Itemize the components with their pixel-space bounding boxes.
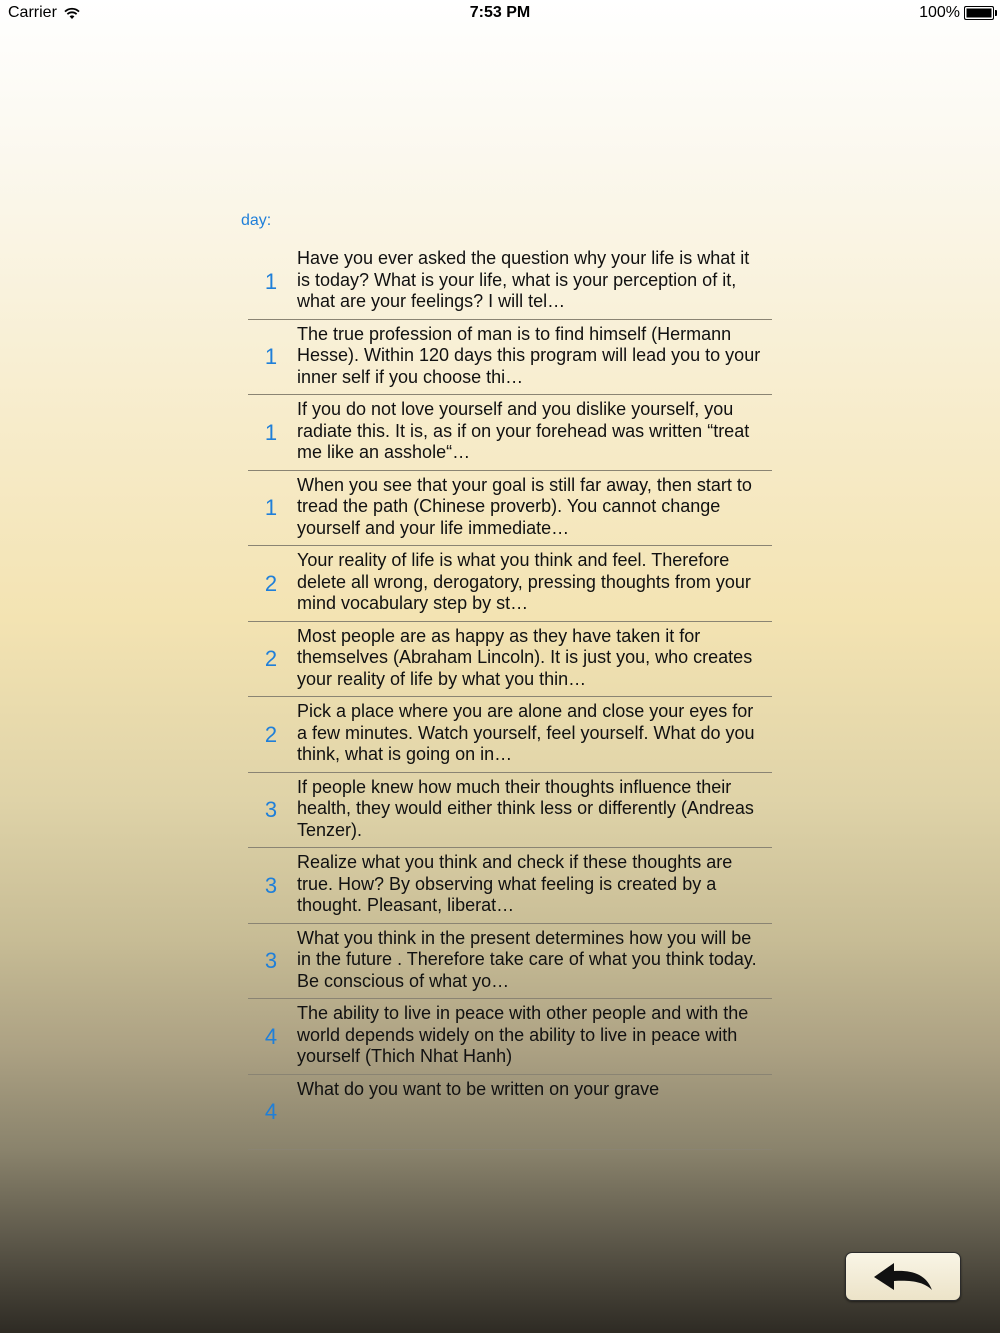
list-item[interactable] [248,773,772,849]
day-number: 2 [264,721,278,747]
carrier-label: Carrier [8,4,57,21]
list-item[interactable] [248,471,772,547]
list-item[interactable] [248,1075,772,1151]
day-number: 4 [264,1099,278,1125]
day-column-header: day: [241,212,272,229]
list-item[interactable] [248,320,772,396]
entry-text: Have you ever asked the question why your life is what it is today? What is your life, what is your perception of it, what are your feelings? I will tel… [297,248,750,311]
status-time: 7:53 PM [469,4,531,21]
day-number: 3 [264,797,278,823]
entry-text: Most people are as happy as they have taken it for themselves (Abraham Lincoln). It is just you, who creates your reality of life by what you thin… [297,625,753,689]
day-number: 1 [264,419,278,445]
back-arrow-icon [872,1260,934,1294]
entry-text: Your reality of life is what you think and feel. Therefore delete all wrong, derogatory, pressing thoughts from your mind vocabulary step by st… [297,550,751,613]
entry-text: What do you want to be written on your grave [297,1078,660,1099]
status-bar [0,0,1000,28]
day-number: 2 [264,570,278,596]
entries-list[interactable] [248,244,772,1125]
list-item[interactable] [248,622,772,698]
battery-icon [964,6,994,20]
list-item[interactable] [248,697,772,773]
entry-text: Realize what you think and check if these thoughts are true. How? By observing what feeling is created by a thought. Pleasant, liberat… [297,852,733,915]
day-number: 1 [264,344,278,370]
list-item[interactable] [248,999,772,1075]
list-item[interactable] [248,395,772,471]
entry-text: If you do not love yourself and you dislike yourself, you radiate this. It is, as if on your forehead was written “treat me like an asshole“… [297,399,750,462]
entry-text: The true profession of man is to find himself (Hermann Hesse). Within 120 days this program will lead you to your inner self if you choose thi… [297,323,761,387]
list-item[interactable] [248,546,772,622]
entry-text: What you think in the present determines how you will be in the future . Therefore take care of what you think today. Be conscious of what yo… [297,927,757,991]
list-item[interactable] [248,848,772,924]
list-item[interactable] [248,924,772,1000]
entry-text: If people knew how much their thoughts influence their health, they would either think less or differently (Andreas Tenzer). [297,776,754,840]
day-number: 1 [264,268,278,294]
battery-percent: 100% [919,4,960,21]
back-button[interactable] [845,1252,961,1301]
day-number: 1 [264,495,278,521]
battery-indicator [919,4,994,22]
day-number: 3 [264,872,278,898]
entry-text: The ability to live in peace with other people and with the world depends widely on the ability to live in peace with yourself (Thich Nhat Hanh) [297,1003,749,1066]
entry-text: Pick a place where you are alone and close your eyes for a few minutes. Watch yourself, feel yourself. What do you think, what is going on in… [297,701,755,764]
list-item[interactable] [248,244,772,320]
day-number: 4 [264,1023,278,1049]
day-number: 3 [264,948,278,974]
day-number: 2 [264,646,278,672]
entry-text: When you see that your goal is still far away, then start to tread the path (Chinese proverb). You cannot change yourself and your life immediate… [297,474,752,538]
